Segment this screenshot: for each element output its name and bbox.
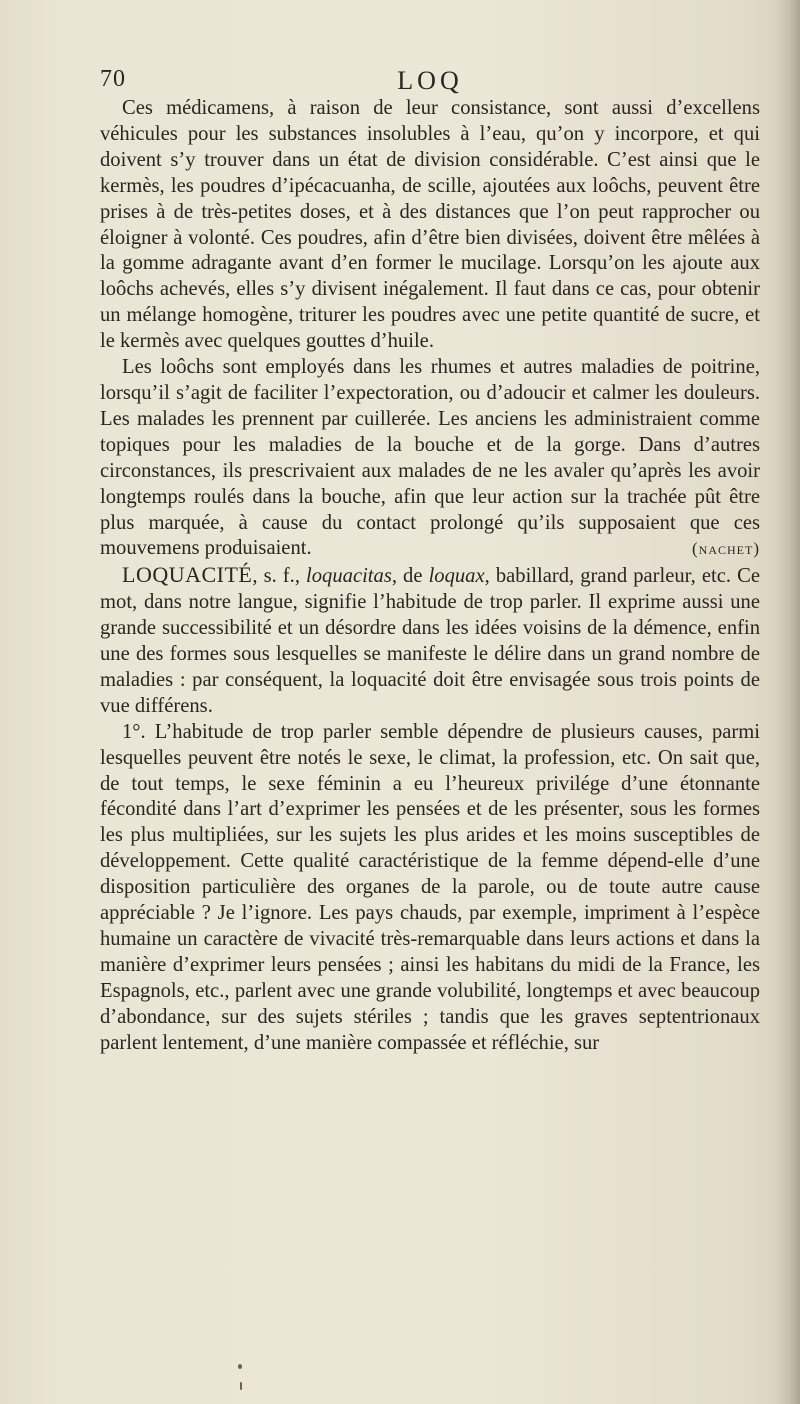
ink-speck [238, 1364, 242, 1369]
entry-latin-root: loquax [428, 565, 485, 588]
entry-loquacite [100, 562, 760, 719]
paragraph-habit-of-talking: 1°. L’habitude de trop parler semble dépendre de plusieurs causes, parmi lesquelles peuvent être notés le sexe, le climat, la profession, etc. On sait que, de tout temps, le sexe féminin a eu l’heureux privilége d’une étonnante fécondité dans l’art d’exprimer les pensées et de les présenter, sous les formes les plus multipliées, sur les sujets les plus arides et les moins susceptibles de développement. Cette qualité caractéristique de la femme dépend-elle d’une disposition particulière des organes de la parole, ou de toute autre cause appréciable ? Je l’ignore. Les pays chauds, par exemple, impriment à l’espèce humaine un caractère de vivacité très-remarquable dans leurs actions et dans la manière d’exprimer leurs pensées ; ainsi les habitans du midi de la France, les Espagnols, etc., parlent avec une grande volubilité, longtemps et avec beaucoup d’abondance, sur des sujets stériles ; tandis que les graves septentrionaux parlent lentement, d’une manière compassée et réfléchie, sur [100, 720, 760, 1054]
author-signature: (nachet) [692, 539, 760, 559]
paragraph-loochs-usage [100, 355, 760, 562]
paragraph-loochs-usage-text: Les loôchs sont employés dans les rhumes et autres maladies de poitrine, lorsqu’il s’agit de faciliter l’expectoration, ou d’adoucir et calmer les douleurs. Les malades les prennent par cuillerée. Les anciens les administraient comme topiques pour les maladies de la bouche et de la gorge. Dans d’autres circonstances, ils prescrivaient aux malades de ne les avaler qu’après les avoir longtemps roulés dans la bouche, afin que leur action sur la trachée pût être plus marquée, à cause du contact prolongé qu’ils supposaient que ces mouvemens produisaient. [100, 356, 760, 560]
running-head: LOQ [397, 66, 463, 95]
page-number: 70 [100, 66, 126, 92]
entry-headword: LOQUACITÉ [122, 562, 253, 588]
entry-definition: , babillard, grand parleur, etc. Ce mot, dans notre langue, signifie l’habitude de trop parler. Il exprime aussi une grande successibilité et un désordre dans les idées voisins de la démence, enfin une des formes sous lesquelles se manifeste le délire dans un grand nombre de maladies : par conséquent, la loquacité doit être envisagée sous trois points de vue différens. [100, 565, 760, 717]
ink-speck [240, 1382, 242, 1390]
entry-etymology-connector: , de [391, 565, 429, 588]
entry-latin-term: loquacitas [306, 565, 392, 588]
paragraph-loochs-vehicles: Ces médicamens, à raison de leur consistance, sont aussi d’excellens véhicules pour les substances insolubles à l’eau, qu’on y incorpore, et qui doivent s’y trouver dans un état de division considérable. C’est ainsi que le kermès, les poudres d’ipécacuanha, de scille, ajoutées aux loôchs, peuvent être prises à de très-petites doses, et à des distances que l’on peut rapprocher ou éloigner à volonté. Ces poudres, afin d’être bien divisées, doivent être mêlées à la gomme adragante avant d’en former le mucilage. Lorsqu’on les ajoute aux loôchs achevés, elles s’y divisent inégalement. Il faut dans ce cas, pour obtenir un mélange homogène, triturer les poudres avec une petite quantité de sucre, et le kermès avec quelques gouttes d’huile. [100, 97, 760, 353]
page-edge-shadow [774, 0, 800, 1404]
page-header [100, 66, 760, 96]
entry-part-of-speech: , s. f., [252, 565, 307, 588]
body-text [100, 96, 760, 1057]
